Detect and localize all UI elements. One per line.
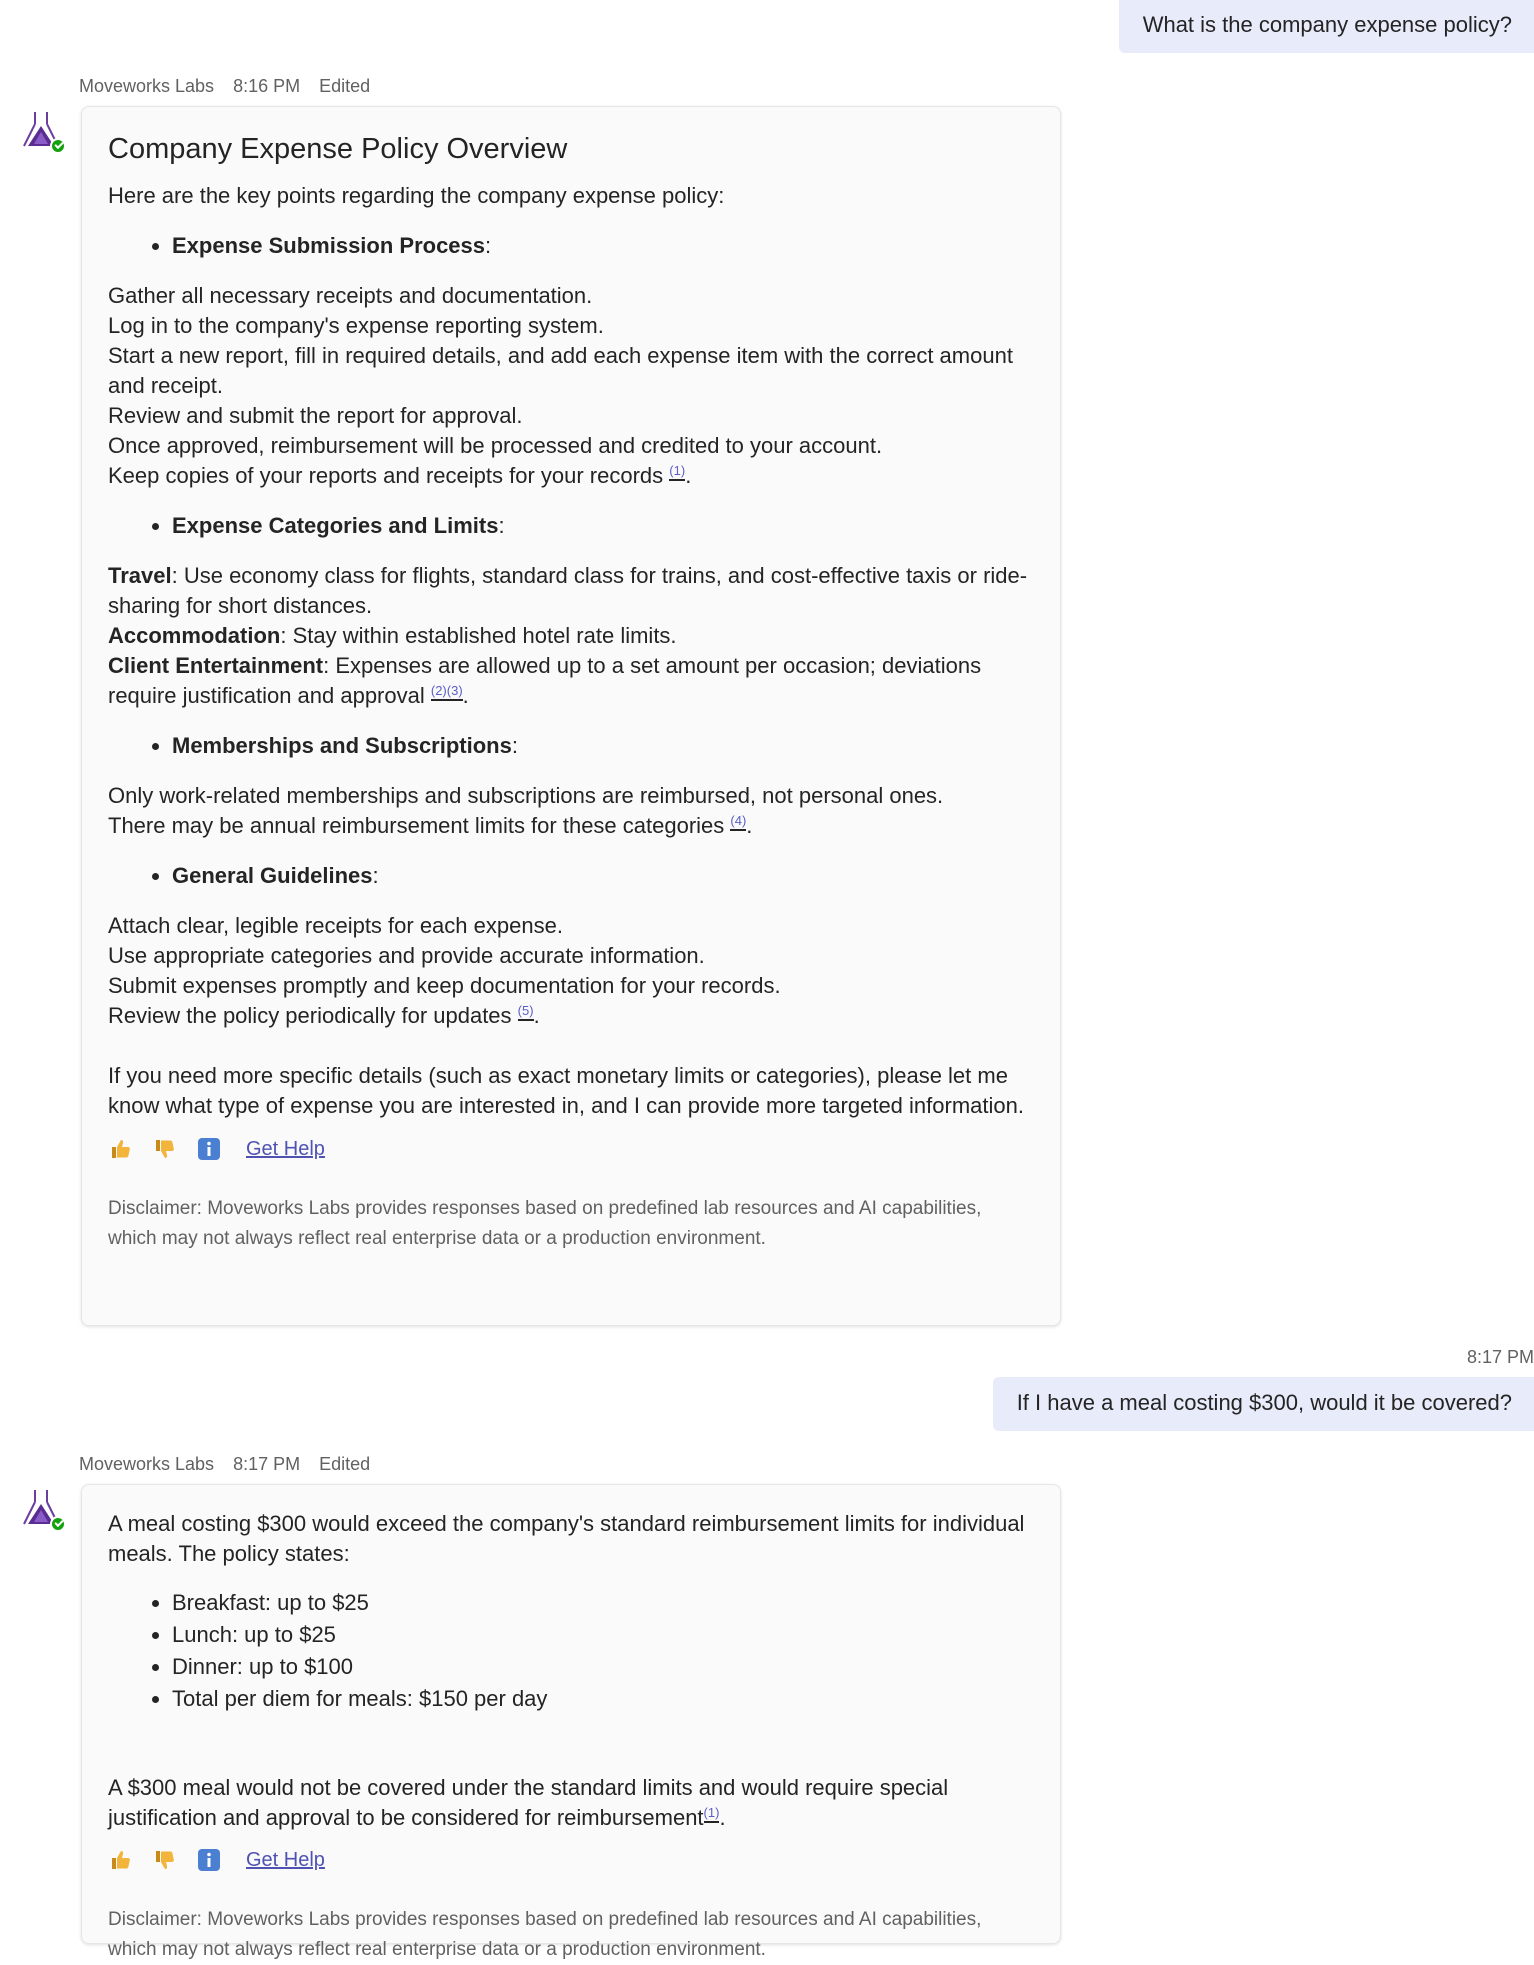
info-icon[interactable] [196, 1136, 222, 1162]
list-item: • Dinner: up to $100 [172, 1651, 1034, 1683]
citation-link[interactable]: (1) [669, 463, 685, 481]
disclaimer-text: Disclaimer: Moveworks Labs provides responses based on predefined lab resources and AI capabilities, which may not always reflect real enterprise data or a production environment. [108, 1198, 982, 1249]
line: Once approved, reimbursement will be processed and credited to your account. [108, 433, 883, 458]
user-message-text: What is the company expense policy? [1142, 12, 1512, 37]
line: There may be annual reimbursement limits for these categories $^{(4)}$. [108, 812, 753, 838]
line: Review and submit the report for approval. [108, 403, 523, 428]
citation-link[interactable]: (5) [518, 1003, 534, 1021]
online-status-icon [50, 1516, 66, 1532]
message-header [79, 76, 384, 97]
user-message-bubble [1119, 0, 1534, 53]
get-help-link[interactable]: Get Help [246, 1849, 325, 1871]
response-intro: Here are the key points regarding the company expense policy: [108, 183, 725, 208]
info-icon[interactable] [196, 1847, 222, 1873]
message-time: 8:17 PM [233, 1454, 301, 1474]
line: Keep copies of your reports and receipts for your records $^{(1)}$. [108, 462, 692, 488]
line: Log in to the company's expense reporting system. [108, 313, 604, 338]
section-heading: • Memberships and Subscriptions: [172, 731, 1034, 761]
section-heading-list [108, 731, 1034, 761]
user-message-bubble [993, 1377, 1534, 1431]
edited-label: Edited [319, 76, 371, 96]
section-heading: • Expense Submission Process: [172, 231, 1034, 261]
edited-label: Edited [319, 1454, 371, 1474]
thumbs-down-icon[interactable] [152, 1136, 178, 1162]
section-heading-list [108, 231, 1034, 261]
list-item: • Breakfast: up to $25 [172, 1587, 1034, 1619]
citation-link[interactable]: (1) [704, 1805, 720, 1823]
message-header [79, 1454, 384, 1475]
line: Travel: Use economy class for flights, standard class for trains, and cost-effective taxis or ride-sharing for short distances. [108, 563, 1028, 618]
list-item: • Total per diem for meals: $150 per day [172, 1683, 1034, 1715]
response-intro: A meal costing $300 would exceed the company's standard reimbursement limits for individual meals. The policy states: [108, 1511, 1025, 1566]
conclusion-text: A $300 meal would not be covered under the standard limits and would require special justification and approval to be considered for reimbursement$^{(1)}$. [108, 1775, 949, 1830]
line: Use appropriate categories and provide accurate information. [108, 943, 705, 968]
feedback-actions [108, 1134, 1034, 1164]
bot-avatar[interactable] [16, 106, 66, 156]
section-body [108, 281, 1034, 491]
sender-name: Moveworks Labs [79, 1454, 215, 1474]
message-time: 8:16 PM [233, 76, 301, 96]
thumbs-up-icon[interactable] [108, 1136, 134, 1162]
thumbs-up-icon[interactable] [108, 1847, 134, 1873]
line: Start a new report, fill in required details, and add each expense item with the correct amount and receipt. [108, 343, 1013, 398]
section-heading: • Expense Categories and Limits: [172, 511, 1034, 541]
section-heading: • General Guidelines: [172, 861, 1034, 891]
user-message-time: 8:17 PM [1466, 1347, 1534, 1367]
line: Attach clear, legible receipts for each expense. [108, 913, 563, 938]
section-heading-list [108, 511, 1034, 541]
get-help-link[interactable]: Get Help [246, 1138, 325, 1160]
bot-message-card [81, 106, 1061, 1326]
feedback-actions [108, 1845, 1034, 1875]
citation-link[interactable]: (4) [730, 813, 746, 831]
line: Submit expenses promptly and keep documentation for your records. [108, 973, 781, 998]
sender-name: Moveworks Labs [79, 76, 215, 96]
line: Client Entertainment: Expenses are allowed up to a set amount per occasion; deviations require justification and approval $^{(2)(3)}$. [108, 653, 982, 708]
line: Only work-related memberships and subscriptions are reimbursed, not personal ones. [108, 783, 944, 808]
line: Accommodation: Stay within established hotel rate limits. [108, 623, 677, 648]
line: Review the policy periodically for updates $^{(5)}$. [108, 1002, 540, 1028]
thumbs-down-icon[interactable] [152, 1847, 178, 1873]
user-message-text: If I have a meal costing $300, would it be covered? [1016, 1390, 1512, 1415]
list-item: • Lunch: up to $25 [172, 1619, 1034, 1651]
response-title: Company Expense Policy Overview [108, 133, 568, 165]
section-heading-list [108, 861, 1034, 891]
disclaimer-text: Disclaimer: Moveworks Labs provides responses based on predefined lab resources and AI capabilities, which may not always reflect real enterprise data or a production environment. [108, 1909, 982, 1960]
meal-limits-list [108, 1587, 1034, 1715]
bot-avatar[interactable] [16, 1484, 66, 1534]
section-body [108, 561, 1034, 711]
online-status-icon [50, 138, 66, 154]
citation-link[interactable]: (2)(3) [431, 683, 463, 701]
section-body [108, 781, 1034, 841]
section-body [108, 911, 1034, 1031]
closing-text: If you need more specific details (such as exact monetary limits or categories), please let me know what type of expense you are interested in, and I can provide more targeted information. [108, 1063, 1024, 1118]
line: Gather all necessary receipts and documentation. [108, 283, 593, 308]
bot-message-card [81, 1484, 1061, 1960]
